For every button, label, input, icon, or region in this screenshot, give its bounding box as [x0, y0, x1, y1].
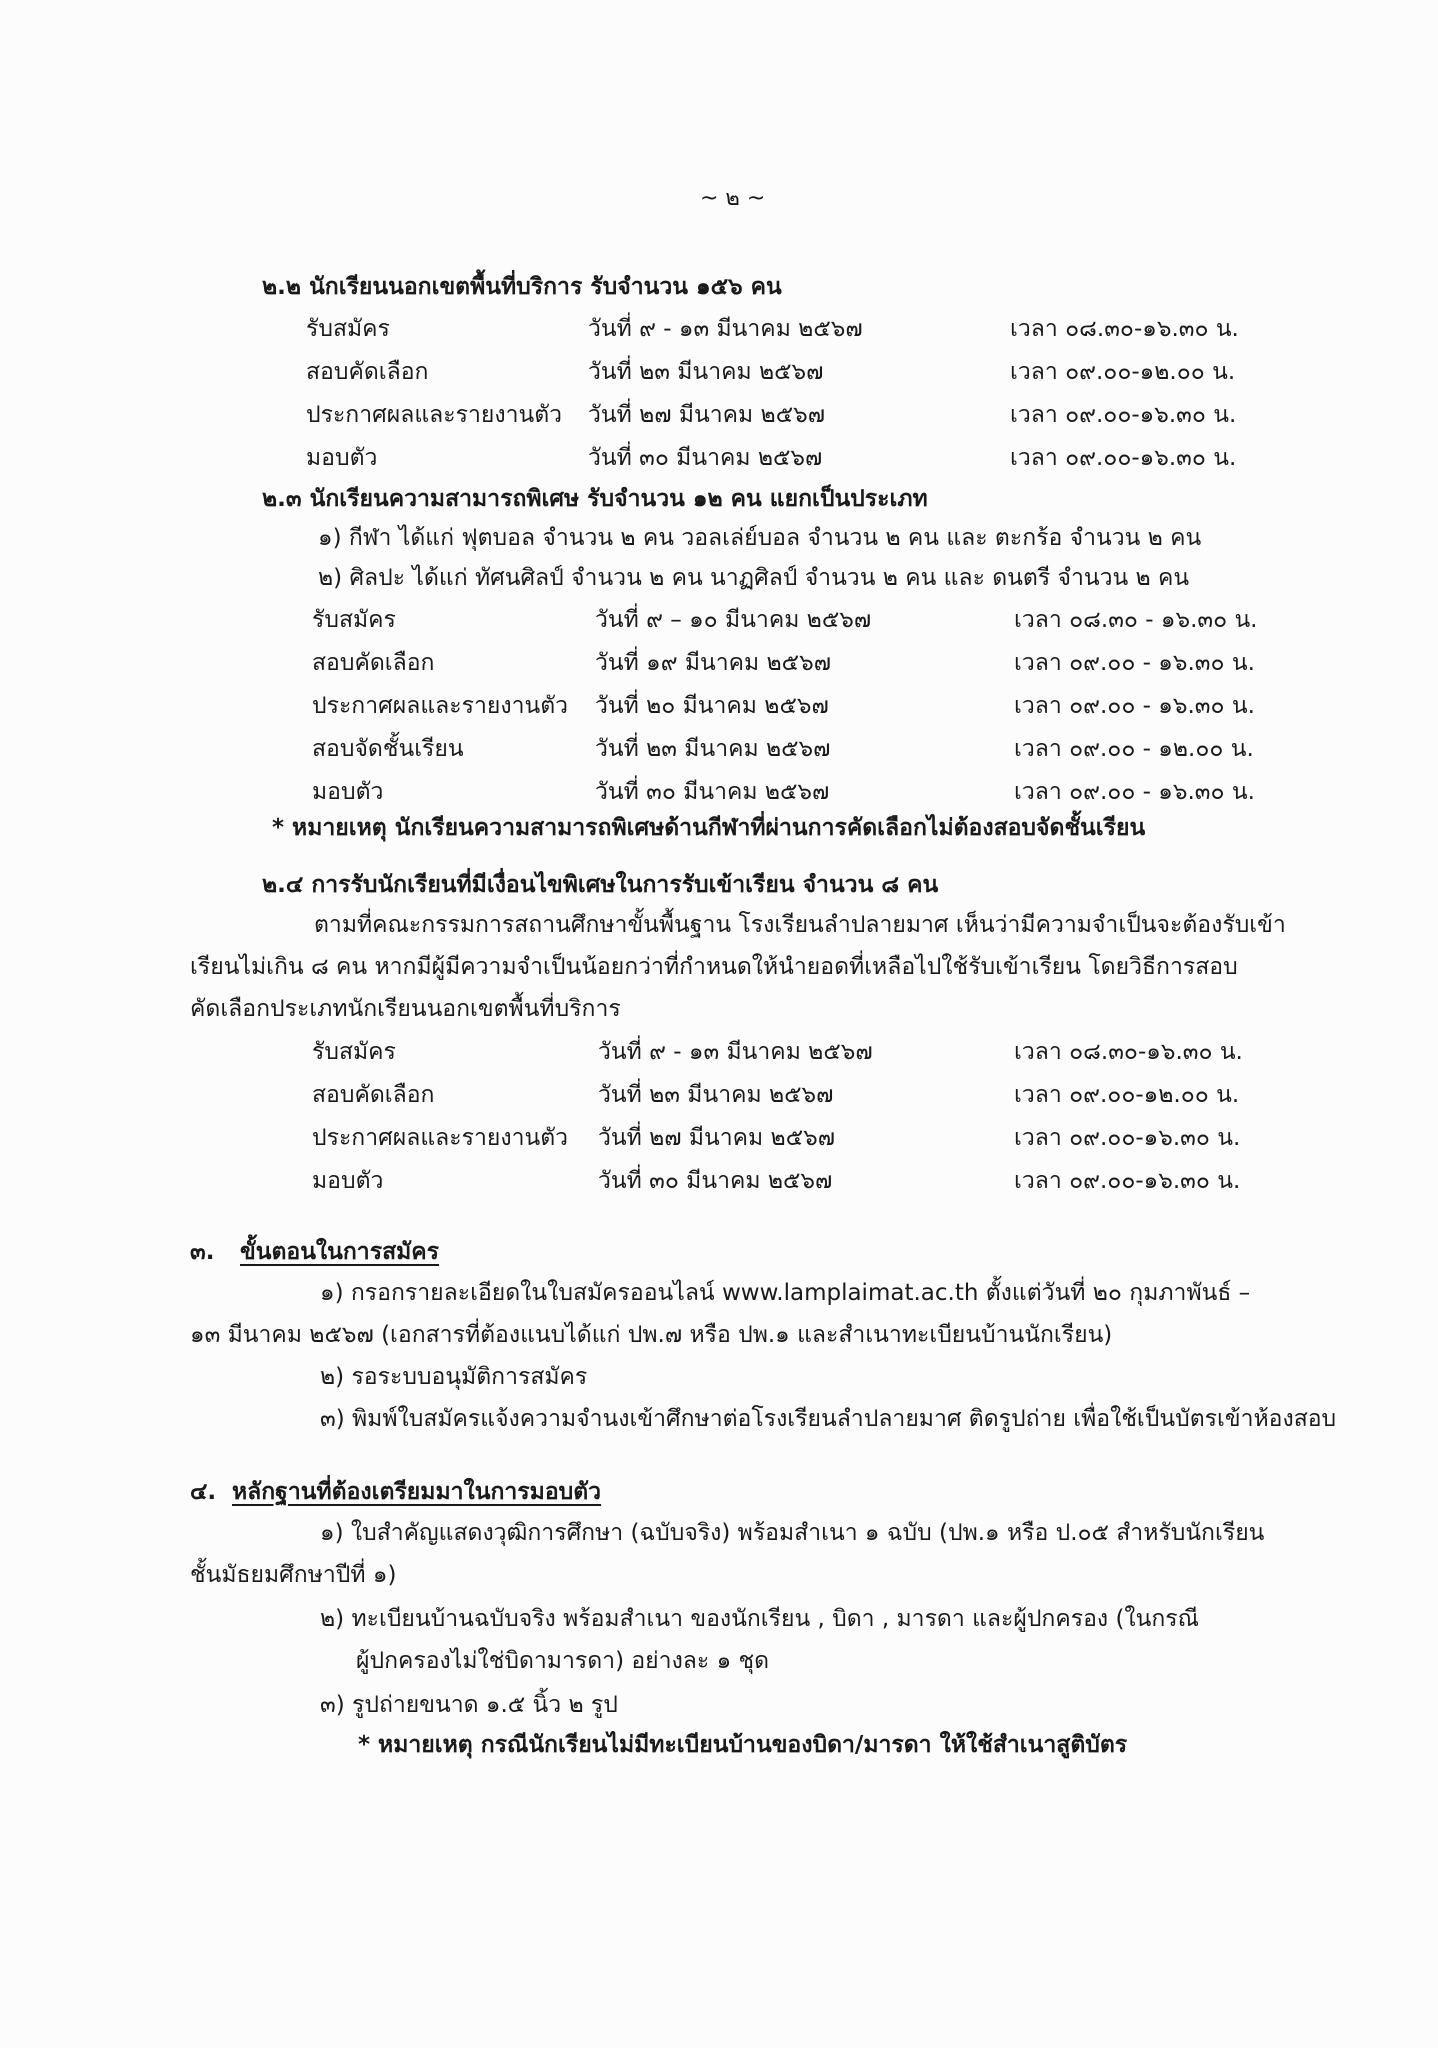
- schedule-label: รับสมัคร: [312, 1039, 396, 1065]
- schedule-date: วันที่ ๒๗ มีนาคม ๒๕๖๗: [598, 1125, 835, 1151]
- step-item: ๓) พิมพ์ใบสมัครแจ้งความจำนงเข้าศึกษาต่อโรงเรียนลำปลายมาศ ติดรูปถ่าย เพื่อใช้เป็นบัตรเข้าห้องสอบ: [320, 1406, 1337, 1432]
- schedule-time: เวลา ๐๙.๐๐ - ๑๖.๓๐ น.: [1014, 650, 1255, 676]
- document-item: ๓) รูปถ่ายขนาด ๑.๕ นิ้ว ๒ รูป: [320, 1692, 618, 1718]
- schedule-time: เวลา ๐๙.๐๐-๑๒.๐๐ น.: [1010, 359, 1236, 385]
- schedule-label: มอบตัว: [312, 779, 384, 805]
- schedule-date: วันที่ ๙ – ๑๐ มีนาคม ๒๕๖๗: [595, 607, 872, 633]
- schedule-date: วันที่ ๙ - ๑๓ มีนาคม ๒๕๖๗: [598, 1039, 873, 1065]
- schedule-date: วันที่ ๒๐ มีนาคม ๒๕๖๗: [595, 693, 829, 719]
- schedule-date: วันที่ ๑๙ มีนาคม ๒๕๖๗: [595, 650, 831, 676]
- category-item: ๑) กีฬา ได้แก่ ฟุตบอล จำนวน ๒ คน วอลเล่ย์บอล จำนวน ๒ คน และ ตะกร้อ จำนวน ๒ คน: [318, 525, 1202, 551]
- schedule-time: เวลา ๐๘.๓๐-๑๖.๓๐ น.: [1010, 316, 1239, 342]
- document-item: ผู้ปกครองไม่ใช่บิดามารดา) อย่างละ ๑ ชุด: [356, 1648, 770, 1674]
- schedule-label: รับสมัคร: [306, 316, 390, 342]
- paragraph-line: คัดเลือกประเภทนักเรียนนอกเขตพื้นที่บริการ: [190, 996, 621, 1022]
- schedule-time: เวลา ๐๙.๐๐-๑๖.๓๐ น.: [1010, 445, 1237, 471]
- section-2-4-heading: ๒.๔ การรับนักเรียนที่มีเงื่อนไขพิเศษในการรับเข้าเรียน จำนวน ๘ คน: [262, 872, 939, 898]
- schedule-label: มอบตัว: [312, 1168, 384, 1194]
- step-item: ๑๓ มีนาคม ๒๕๖๗ (เอกสารที่ต้องแนบได้แก่ ปพ.๗ หรือ ปพ.๑ และสำเนาทะเบียนบ้านนักเรียน): [190, 1322, 1113, 1348]
- schedule-label: ประกาศผลและรายงานตัว: [312, 693, 569, 719]
- schedule-label: มอบตัว: [306, 445, 378, 471]
- schedule-date: วันที่ ๒๓ มีนาคม ๒๕๖๗: [588, 359, 824, 385]
- step-item: ๑) กรอกรายละเอียดในใบสมัครออนไลน์ www.lamplaimat.ac.th ตั้งแต่วันที่ ๒๐ กุมภาพันธ์ –: [320, 1280, 1251, 1306]
- document-item: ชั้นมัธยมศึกษาปีที่ ๑): [190, 1562, 397, 1588]
- schedule-date: วันที่ ๓๐ มีนาคม ๒๕๖๗: [598, 1168, 833, 1194]
- section-2-3-heading: ๒.๓ นักเรียนความสามารถพิเศษ รับจำนวน ๑๒ คน แยกเป็นประเภท: [262, 486, 928, 512]
- schedule-date: วันที่ ๓๐ มีนาคม ๒๕๖๗: [588, 445, 823, 471]
- schedule-date: วันที่ ๒๓ มีนาคม ๒๕๖๗: [598, 1082, 834, 1108]
- document-item: ๑) ใบสำคัญแสดงวุฒิการศึกษา (ฉบับจริง) พร้อมสำเนา ๑ ฉบับ (ปพ.๑ หรือ ป.๐๕ สำหรับนักเรียน: [320, 1520, 1265, 1546]
- schedule-label: สอบจัดชั้นเรียน: [312, 736, 464, 762]
- section-4-heading: หลักฐานที่ต้องเตรียมมาในการมอบตัว: [232, 1479, 602, 1505]
- paragraph-line: เรียนไม่เกิน ๘ คน หากมีผู้มีความจำเป็นน้อยกว่าที่กำหนดให้นำยอดที่เหลือไปใช้รับเข้าเรียน โดยวิธีการสอบ: [190, 954, 1238, 980]
- schedule-label: ประกาศผลและรายงานตัว: [312, 1125, 569, 1151]
- section-4-number: ๔.: [190, 1479, 217, 1505]
- step-item: ๒) รอระบบอนุมัติการสมัคร: [320, 1364, 588, 1390]
- schedule-time: เวลา ๐๙.๐๐-๑๖.๓๐ น.: [1014, 1168, 1241, 1194]
- section-3-number: ๓.: [190, 1239, 215, 1265]
- schedule-date: วันที่ ๙ - ๑๓ มีนาคม ๒๕๖๗: [588, 316, 863, 342]
- schedule-time: เวลา ๐๙.๐๐-๑๖.๓๐ น.: [1014, 1125, 1241, 1151]
- section-4-note: * หมายเหตุ กรณีนักเรียนไม่มีทะเบียนบ้านของบิดา/มารดา ให้ใช้สำเนาสูติบัตร: [358, 1732, 1128, 1758]
- schedule-date: วันที่ ๓๐ มีนาคม ๒๕๖๗: [595, 779, 830, 805]
- section-2-2-heading: ๒.๒ นักเรียนนอกเขตพื้นที่บริการ รับจำนวน ๑๕๖ คน: [262, 274, 782, 300]
- schedule-date: วันที่ ๒๓ มีนาคม ๒๕๖๗: [595, 736, 831, 762]
- section-3-heading: ขั้นตอนในการสมัคร: [240, 1239, 440, 1265]
- schedule-label: สอบคัดเลือก: [312, 1082, 435, 1108]
- category-item: ๒) ศิลปะ ได้แก่ ทัศนศิลป์ จำนวน ๒ คน นาฏศิลป์ จำนวน ๒ คน และ ดนตรี จำนวน ๒ คน: [318, 565, 1190, 591]
- schedule-time: เวลา ๐๘.๓๐ - ๑๖.๓๐ น.: [1014, 607, 1258, 633]
- schedule-time: เวลา ๐๙.๐๐-๑๖.๓๐ น.: [1010, 402, 1237, 428]
- schedule-time: เวลา ๐๙.๐๐ - ๑๒.๐๐ น.: [1014, 736, 1254, 762]
- document-item: ๒) ทะเบียนบ้านฉบับจริง พร้อมสำเนา ของนักเรียน , บิดา , มารดา และผู้ปกครอง (ในกรณี: [320, 1606, 1199, 1632]
- schedule-date: วันที่ ๒๗ มีนาคม ๒๕๖๗: [588, 402, 825, 428]
- page-number: ~ ๒ ~: [700, 186, 766, 211]
- schedule-label: สอบคัดเลือก: [306, 359, 429, 385]
- schedule-time: เวลา ๐๙.๐๐ - ๑๖.๓๐ น.: [1014, 693, 1255, 719]
- paragraph-line: ตามที่คณะกรรมการสถานศึกษาขั้นพื้นฐาน โรงเรียนลำปลายมาศ เห็นว่ามีความจำเป็นจะต้องรับเข้า: [314, 912, 1286, 938]
- schedule-label: ประกาศผลและรายงานตัว: [306, 402, 563, 428]
- section-2-3-note: * หมายเหตุ นักเรียนความสามารถพิเศษด้านกีฬาที่ผ่านการคัดเลือกไม่ต้องสอบจัดชั้นเรียน: [272, 815, 1146, 841]
- schedule-label: รับสมัคร: [312, 607, 396, 633]
- schedule-time: เวลา ๐๘.๓๐-๑๖.๓๐ น.: [1014, 1039, 1243, 1065]
- schedule-time: เวลา ๐๙.๐๐-๑๒.๐๐ น.: [1014, 1082, 1240, 1108]
- schedule-label: สอบคัดเลือก: [312, 650, 435, 676]
- schedule-time: เวลา ๐๙.๐๐ - ๑๖.๓๐ น.: [1014, 779, 1255, 805]
